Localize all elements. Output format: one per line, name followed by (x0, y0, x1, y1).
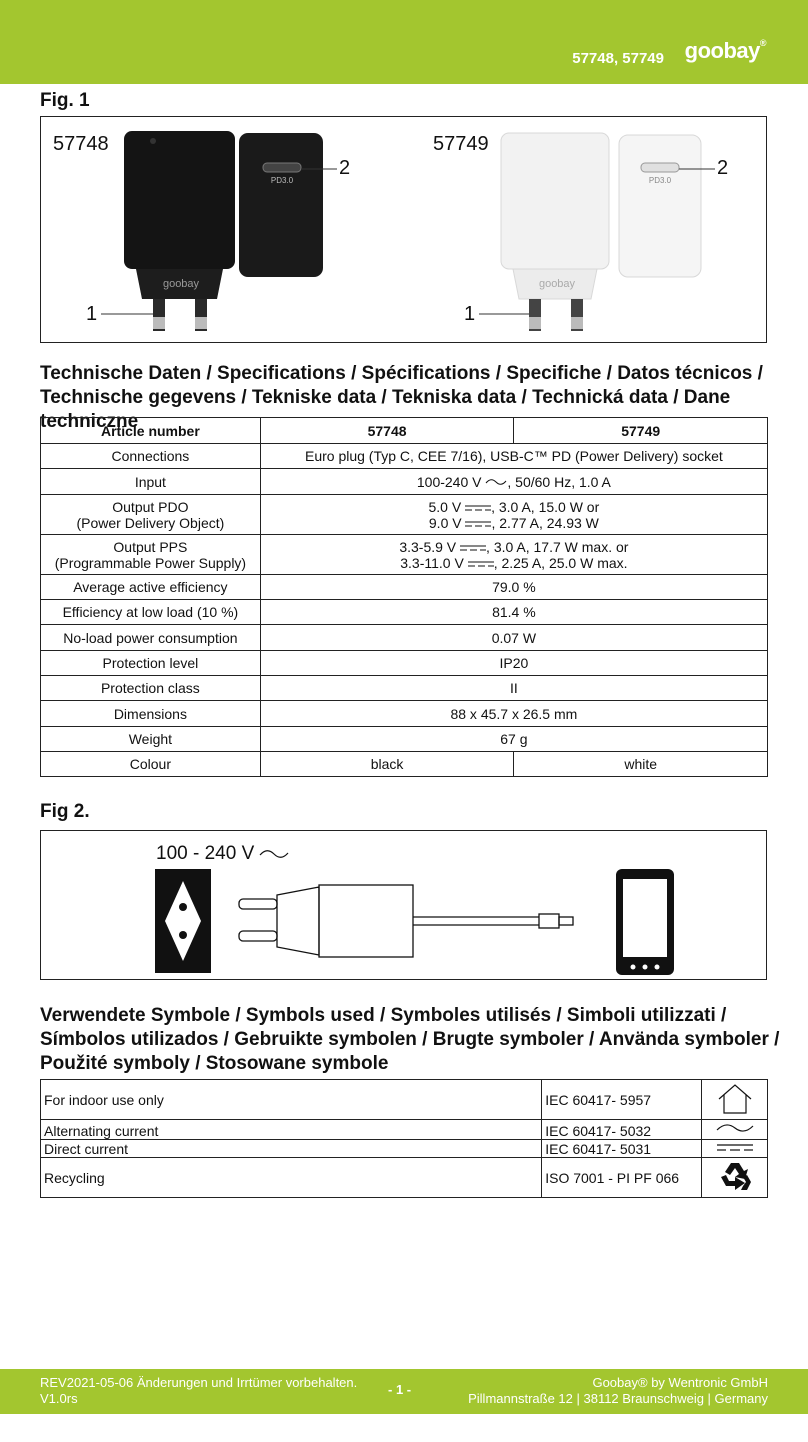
company-address: Pillmannstraße 12 | 38112 Braunschweig | Germany (468, 1391, 768, 1406)
model-numbers: 57748, 57749 (572, 50, 664, 67)
voltage-label: 100 - 240 V (156, 843, 255, 864)
spec-value: II (260, 676, 767, 701)
spec-value: Euro plug (Typ C, CEE 7/16), USB-C™ PD (Power Delivery) socket (260, 444, 767, 469)
registered-mark: ® (759, 38, 766, 48)
specs-header-label: Article number (41, 418, 261, 444)
model-label-57748: 57748 (53, 133, 109, 155)
fig1-box (40, 116, 767, 343)
brand-text: goobay (684, 38, 760, 63)
table-row (41, 444, 768, 469)
model-label-57749: 57749 (433, 133, 489, 155)
black-charger (124, 131, 323, 331)
dc-icon (465, 504, 491, 512)
charger-illustrations (41, 117, 766, 342)
spec-value: 81.4 % (260, 600, 767, 625)
symbol-name: Direct current (41, 1140, 542, 1158)
spec-label-line2: (Power Delivery Object) (76, 514, 225, 531)
table-row (41, 495, 768, 535)
table-row (41, 752, 768, 777)
spec-value: 79.0 % (260, 575, 767, 600)
symbol-standard: IEC 60417- 5031 (542, 1140, 702, 1158)
spec-label-line1: Output PDO (112, 498, 189, 515)
table-row (41, 575, 768, 600)
pps-rest1: , 3.0 A, 17.7 W max. or (486, 538, 629, 555)
pdo-rest1: , 3.0 A, 15.0 W or (491, 498, 600, 515)
revision-note: REV2021-05-06 Änderungen und Irrtümer vorbehalten. (40, 1375, 358, 1390)
symbol-name: Recycling (41, 1158, 542, 1198)
spec-value (260, 495, 767, 535)
symbols-title (40, 1004, 780, 1076)
recycle-icon (717, 1159, 753, 1193)
pdo-v1: 5.0 V (428, 498, 462, 515)
table-row (41, 1140, 768, 1158)
spec-value: IP20 (260, 651, 767, 676)
page-number: - 1 - (388, 1382, 412, 1397)
pps-v2: 3.3-11.0 V (400, 554, 464, 571)
spec-value: 67 g (260, 727, 767, 752)
pps-v1: 3.3-5.9 V (399, 538, 457, 555)
pps-rest2: , 2.25 A, 25.0 W max. (493, 554, 628, 571)
charger-icon (239, 885, 573, 957)
header-bar (0, 0, 808, 84)
ac-icon (485, 477, 507, 487)
brand-logo (685, 38, 766, 64)
specs-header-b: 57749 (514, 418, 768, 444)
dc-icon (465, 520, 491, 528)
spec-value (260, 535, 767, 575)
dc-icon (715, 1142, 755, 1154)
table-row (41, 701, 768, 727)
specs-header-a: 57748 (260, 418, 514, 444)
spec-label: Input (41, 469, 261, 495)
table-row (41, 469, 768, 495)
specs-title-line2: Technische gegevens / Tekniske data / Tekniska data / Technická data / Dane techniczne (40, 387, 731, 432)
spec-value: 88 x 45.7 x 26.5 mm (260, 701, 767, 727)
spec-label: Protection class (41, 676, 261, 701)
table-row (41, 1158, 768, 1198)
port-text-white: PD3.0 (648, 176, 672, 185)
spec-label: Dimensions (41, 701, 261, 727)
symbols-title-line2: Símbolos utilizados / Gebruikte symbolen / Brugte symboler / Använda symboler / (40, 1029, 780, 1050)
footer-bar (0, 1369, 808, 1414)
specs-title-line1: Technische Daten / Specifications / Spécifications / Specifiche / Datos técnicos / (40, 363, 763, 384)
symbol-name: For indoor use only (41, 1080, 542, 1120)
callout-2-right: 2 (717, 157, 729, 179)
pdo-rest2: , 2.77 A, 24.93 W (491, 514, 599, 531)
spec-label: Connections (41, 444, 261, 469)
specs-table (40, 417, 768, 777)
table-row (41, 676, 768, 701)
port-text-black: PD3.0 (270, 176, 294, 185)
symbols-title-line1: Verwendete Symbole / Symbols used / Symboles utilisés / Simboli utilizzati / (40, 1005, 727, 1026)
pdo-v2: 9.0 V (428, 514, 462, 531)
brand-small-white: goobay (538, 278, 576, 290)
table-row (41, 1120, 768, 1140)
symbol-name: Alternating current (41, 1120, 542, 1140)
table-row (41, 651, 768, 676)
spec-label: Colour (41, 752, 261, 777)
spec-label (41, 535, 261, 575)
fig2-box (40, 830, 767, 980)
ac-icon (260, 851, 288, 858)
spec-label: Average active efficiency (41, 575, 261, 600)
callout-2-left: 2 (339, 157, 351, 179)
spec-value (260, 469, 767, 495)
spec-label (41, 495, 261, 535)
spec-label: Efficiency at low load (10 %) (41, 600, 261, 625)
connection-diagram (41, 831, 766, 979)
dc-icon (468, 560, 494, 568)
specs-header-row (41, 418, 768, 444)
spec-label: Weight (41, 727, 261, 752)
house-icon (715, 1081, 755, 1115)
symbol-standard: IEC 60417- 5957 (542, 1080, 702, 1120)
symbol-standard: IEC 60417- 5032 (542, 1120, 702, 1140)
ac-icon (715, 1121, 755, 1135)
colour-a: black (260, 752, 514, 777)
symbol-standard: ISO 7001 - PI PF 066 (542, 1158, 702, 1198)
colour-b: white (514, 752, 768, 777)
table-row (41, 625, 768, 651)
fig2-title: Fig 2. (40, 801, 90, 822)
symbols-table (40, 1079, 768, 1198)
spec-label: No-load power consumption (41, 625, 261, 651)
fig1-title: Fig. 1 (40, 90, 90, 111)
input-rest: , 50/60 Hz, 1.0 A (507, 473, 611, 490)
table-row (41, 600, 768, 625)
version: V1.0rs (40, 1391, 78, 1406)
smartphone-icon (616, 869, 674, 975)
brand-small-black: goobay (162, 278, 200, 290)
table-row (41, 727, 768, 752)
wall-socket-icon (155, 869, 211, 973)
table-row (41, 1080, 768, 1120)
spec-label-line1: Output PPS (113, 538, 188, 555)
dc-icon (460, 544, 486, 552)
table-row (41, 535, 768, 575)
callout-1-left: 1 (86, 303, 98, 325)
white-charger (501, 133, 701, 331)
spec-label-line2: (Programmable Power Supply) (54, 554, 247, 571)
input-voltage: 100-240 V (416, 473, 482, 490)
symbols-title-line3: Použité symboly / Stosowane symbole (40, 1053, 389, 1074)
callout-1-right: 1 (464, 303, 476, 325)
spec-label: Protection level (41, 651, 261, 676)
company-name: Goobay® by Wentronic GmbH (592, 1375, 768, 1390)
spec-value: 0.07 W (260, 625, 767, 651)
